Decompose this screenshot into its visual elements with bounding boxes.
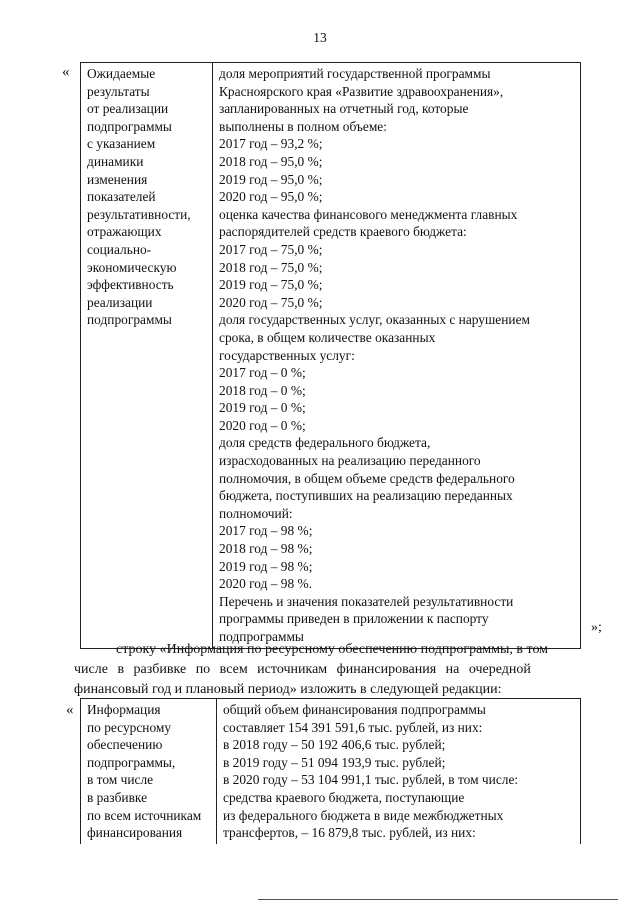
content-line: 2018 год – 0 %; xyxy=(219,382,306,398)
row-header-line: в разбивке xyxy=(87,789,148,805)
content-line: доля государственных услуг, оказанных с нарушением xyxy=(219,312,530,328)
page-bottom-rule xyxy=(258,899,618,900)
row-content-cell xyxy=(213,63,581,649)
content-line: оценка качества финансового менеджмента главных xyxy=(219,206,518,222)
content-line: 2019 год – 0 %; xyxy=(219,400,306,416)
row-header-line: Ожидаемые xyxy=(87,66,156,81)
row-header-line: по ресурсному xyxy=(87,719,172,735)
content-line: 2017 год – 98 %; xyxy=(219,523,313,539)
content-line: в 2020 году – 53 104 991,1 тыс. рублей, в том числе: xyxy=(223,772,519,788)
content-line: доля мероприятий государственной программы xyxy=(219,66,491,81)
row-header-line: изменения xyxy=(87,171,148,187)
content-line: трансфертов, – 16 879,8 тыс. рублей, из них: xyxy=(223,825,476,841)
content-line: из федерального бюджета в виде межбюджетных xyxy=(223,807,504,823)
content-line: срока, в общем количестве оказанных xyxy=(219,329,436,345)
content-line: распорядителей средств краевого бюджета: xyxy=(219,224,467,240)
content-line: программы приведен в приложении к паспорту xyxy=(219,611,489,627)
row-header-line: по всем источникам xyxy=(87,807,202,823)
paragraph-line: строку «Информация по ресурсному обеспечению подпрограммы, в том xyxy=(116,642,549,657)
row-header-cell xyxy=(81,699,217,844)
content-line: подпрограммы xyxy=(219,629,304,644)
content-line: 2017 год – 75,0 %; xyxy=(219,241,323,257)
opening-quote-mark: « xyxy=(66,702,74,718)
content-line: 2018 год – 98 %; xyxy=(219,541,313,557)
table-row xyxy=(81,699,581,844)
content-line: полномочий: xyxy=(219,505,293,521)
table-row xyxy=(81,63,581,649)
row-content-cell xyxy=(217,699,581,844)
resource-info-table xyxy=(80,698,581,844)
expected-results-table xyxy=(80,62,581,649)
content-line: Красноярского края «Развитие здравоохранения», xyxy=(219,83,504,99)
paragraph-line: числе в разбивке по всем источникам финансирования на очередной xyxy=(74,662,531,677)
content-line: в 2018 году – 50 192 406,6 тыс. рублей; xyxy=(223,737,446,753)
content-line: 2019 год – 95,0 %; xyxy=(219,171,323,187)
content-line: 2019 год – 75,0 %; xyxy=(219,277,323,293)
content-line: составляет 154 391 591,6 тыс. рублей, из них: xyxy=(223,719,483,735)
content-line: выполнены в полном объеме: xyxy=(219,118,387,134)
closing-quote-mark: »; xyxy=(591,620,602,635)
amendment-paragraph xyxy=(74,640,590,700)
content-line: 2017 год – 0 %; xyxy=(219,365,306,381)
content-line: запланированных на отчетный год, которые xyxy=(219,101,469,117)
row-header-line: отражающих xyxy=(87,224,162,240)
row-header-line: экономическую xyxy=(87,259,177,275)
row-header-line: подпрограммы xyxy=(87,118,172,134)
row-header-line: реализации xyxy=(87,294,153,310)
row-header-line: эффективность xyxy=(87,277,174,293)
content-line: 2020 год – 95,0 %; xyxy=(219,189,323,205)
row-header-line: динамики xyxy=(87,153,144,169)
content-line: 2020 год – 98 %. xyxy=(219,576,313,592)
content-line: государственных услуг: xyxy=(219,347,355,363)
row-header-line: результативности, xyxy=(87,206,191,222)
content-line: 2018 год – 75,0 %; xyxy=(219,259,323,275)
row-header-cell xyxy=(81,63,213,649)
row-header-line: финансирования xyxy=(87,825,183,841)
content-line: Перечень и значения показателей результативности xyxy=(219,593,514,609)
content-line: 2020 год – 75,0 %; xyxy=(219,294,323,310)
row-header-line: результаты xyxy=(87,83,150,99)
page-number: 13 xyxy=(313,30,327,45)
row-header-line: в том числе xyxy=(87,772,154,788)
content-line: 2020 год – 0 %; xyxy=(219,417,306,433)
content-line: 2018 год – 95,0 %; xyxy=(219,153,323,169)
row-header-line: подпрограммы, xyxy=(87,754,176,770)
row-header-line: от реализации xyxy=(87,101,169,117)
row-header-line: с указанием xyxy=(87,136,156,152)
row-header-line: подпрограммы xyxy=(87,312,172,328)
row-header-line: обеспечению xyxy=(87,737,163,753)
content-line: израсходованных на реализацию переданного xyxy=(219,453,481,469)
content-line: доля средств федерального бюджета, xyxy=(219,435,431,451)
opening-quote-mark: « xyxy=(62,64,70,80)
row-header-line: показателей xyxy=(87,189,156,205)
content-line: общий объем финансирования подпрограммы xyxy=(223,702,486,717)
content-line: полномочия, в общем объеме средств федерального xyxy=(219,470,515,486)
content-line: бюджета, поступивших на реализацию переданных xyxy=(219,488,513,504)
content-line: средства краевого бюджета, поступающие xyxy=(223,789,465,805)
paragraph-line: финансовый год и плановый период» изложить в следующей редакции: xyxy=(74,682,502,697)
content-line: 2017 год – 93,2 %; xyxy=(219,136,323,152)
row-header-line: социально- xyxy=(87,241,152,257)
row-header-line: Информация xyxy=(87,702,161,717)
content-line: в 2019 году – 51 094 193,9 тыс. рублей; xyxy=(223,754,446,770)
content-line: 2019 год – 98 %; xyxy=(219,558,313,574)
